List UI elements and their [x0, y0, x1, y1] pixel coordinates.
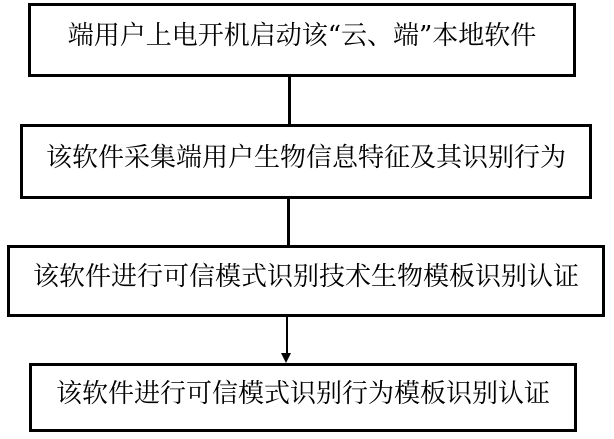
arrow-down-icon [281, 353, 291, 363]
flow-step-3 [7, 245, 605, 317]
flow-step-1-label: 端用户上电开机启动该“云、端”本地软件 [67, 21, 537, 51]
flow-step-1 [28, 3, 576, 77]
flow-step-4 [29, 363, 577, 432]
flow-step-2 [20, 124, 592, 199]
connector-line-1 [288, 74, 291, 126]
flow-step-4-label: 该软件进行可信模式识别行为模板识别认证 [55, 378, 550, 409]
connector-line-2 [287, 197, 290, 247]
flow-step-3-label: 该软件进行可信模式识别技术生物模板识别认证 [32, 262, 579, 292]
connector-arrow-3 [280, 317, 294, 363]
arrow-line [286, 317, 288, 355]
flow-step-2-label: 该软件采集端用户生物信息特征及其识别行为 [45, 142, 566, 173]
